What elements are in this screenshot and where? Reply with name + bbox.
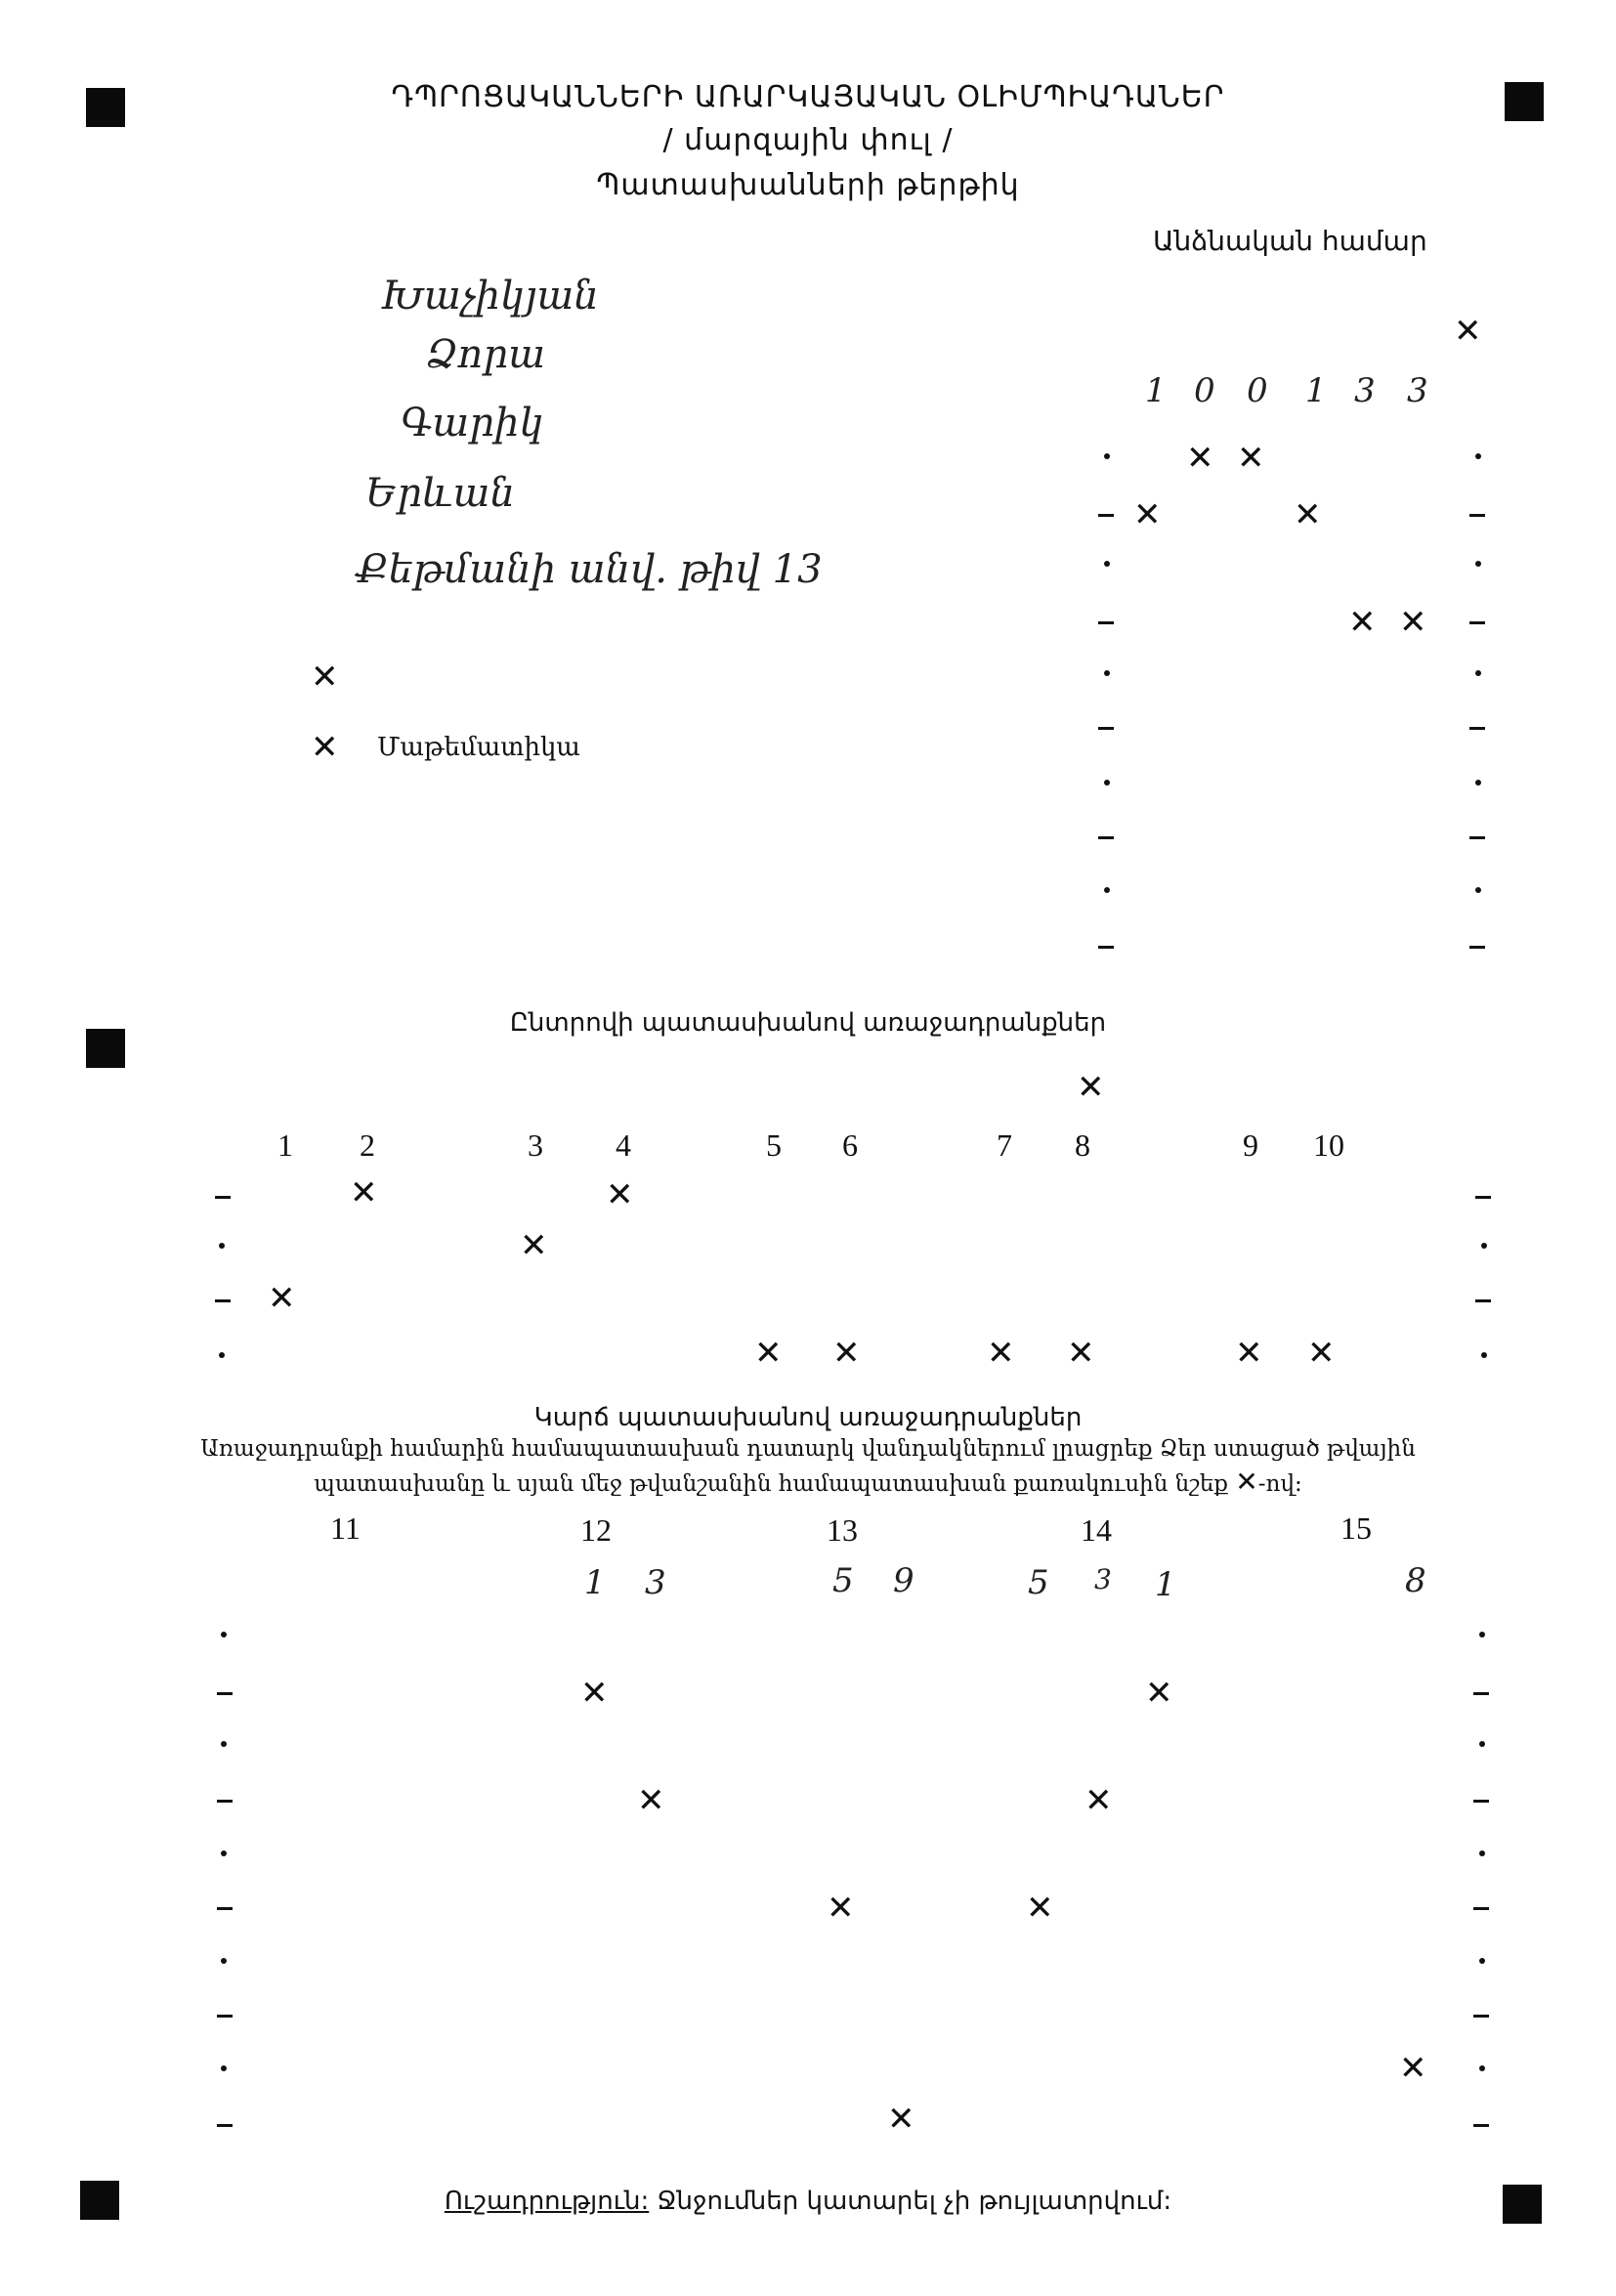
subject-label: Մաթեմատիկա bbox=[377, 733, 580, 762]
choice-section-title: Ընտրովի պատասխանով առաջադրանքներ bbox=[509, 1008, 1107, 1038]
footer-attention-label: Ուշադրություն: bbox=[444, 2187, 650, 2216]
row-dot bbox=[1479, 2065, 1485, 2071]
row-dot bbox=[1104, 780, 1110, 786]
row-dash bbox=[1475, 1299, 1491, 1302]
row-dot bbox=[1479, 1741, 1485, 1747]
choice-number-3: 3 bbox=[528, 1127, 543, 1163]
short-answer-mark: ✕ bbox=[827, 1889, 855, 1928]
personal-number-label: Անձնական համար bbox=[1153, 225, 1427, 257]
olympiad-title: ԴՊՐՈՑԱԿԱՆՆԵՐԻ ԱՌԱՐԿԱՅԱԿԱՆ ՕԼԻՄՊԻԱԴԱՆԵՐ bbox=[391, 80, 1225, 114]
personal-digit-5: 3 bbox=[1354, 371, 1376, 410]
row-dash bbox=[215, 1196, 231, 1199]
personal-number-mark: ✕ bbox=[1348, 603, 1377, 642]
row-dash bbox=[217, 2015, 233, 2018]
row-dash bbox=[217, 1692, 233, 1695]
instruction-line-2-text: պատասխանը և սյան մեջ թվանշանին համապատասխան քառակուսին նշեք bbox=[314, 1471, 1228, 1497]
choice-answer-mark: ✕ bbox=[1235, 1334, 1263, 1373]
row-dot bbox=[1475, 887, 1481, 893]
choice-number-2: 2 bbox=[360, 1127, 375, 1163]
row-dash bbox=[1473, 1907, 1489, 1910]
short-section-title: Կարճ պատասխանով առաջադրանքներ bbox=[533, 1403, 1083, 1432]
row-dash bbox=[1098, 836, 1114, 839]
handwritten-school: Քեթմանի անվ. թիվ 13 bbox=[356, 547, 823, 592]
short-number-15: 15 bbox=[1340, 1510, 1372, 1546]
choice-answer-mark: ✕ bbox=[832, 1334, 861, 1373]
instruction-cross-icon: ✕ bbox=[1235, 1466, 1258, 1498]
handwritten-name: Ձորա bbox=[426, 332, 546, 377]
personal-digit-1: 1 bbox=[1145, 371, 1167, 410]
choice-number-4: 4 bbox=[616, 1127, 631, 1163]
row-dash bbox=[217, 1907, 233, 1910]
row-dash bbox=[1098, 727, 1114, 730]
instruction-line-2-suffix: -ով: bbox=[1257, 1471, 1302, 1497]
row-dot bbox=[1475, 453, 1481, 459]
short-answer-mark: ✕ bbox=[637, 1781, 665, 1820]
row-dash bbox=[1475, 1196, 1491, 1199]
short-number-12: 12 bbox=[580, 1512, 612, 1548]
row-dash bbox=[215, 1299, 231, 1302]
choice-number-10: 10 bbox=[1313, 1127, 1344, 1163]
answer-13-digit-1: 5 bbox=[832, 1561, 854, 1600]
row-dot bbox=[1475, 780, 1481, 786]
row-dash bbox=[1469, 727, 1485, 730]
row-dot bbox=[219, 1352, 225, 1358]
row-dot bbox=[221, 1741, 227, 1747]
personal-digit-3: 0 bbox=[1247, 371, 1268, 410]
row-dot bbox=[1475, 670, 1481, 676]
row-dash bbox=[1098, 621, 1114, 624]
short-number-11: 11 bbox=[330, 1510, 361, 1546]
choice-number-9: 9 bbox=[1243, 1127, 1258, 1163]
answer-13-digit-2: 9 bbox=[893, 1561, 914, 1600]
stage-subtitle: / մարզային փուլ / bbox=[662, 123, 954, 157]
personal-number-mark: ✕ bbox=[1133, 495, 1162, 534]
row-dash bbox=[1469, 621, 1485, 624]
row-dot bbox=[1104, 887, 1110, 893]
handwritten-city: Երևան bbox=[365, 471, 515, 516]
choice-answer-mark: ✕ bbox=[1307, 1334, 1336, 1373]
personal-number-mark: ✕ bbox=[1294, 495, 1322, 534]
personal-digit-2: 0 bbox=[1194, 371, 1215, 410]
row-dot bbox=[1479, 1958, 1485, 1964]
row-dash bbox=[1473, 1800, 1489, 1803]
row-dot bbox=[1104, 453, 1110, 459]
choice-number-5: 5 bbox=[766, 1127, 782, 1163]
personal-number-mark: ✕ bbox=[1186, 439, 1214, 478]
row-dash bbox=[1469, 514, 1485, 517]
short-answer-mark: ✕ bbox=[1026, 1889, 1054, 1928]
row-dot bbox=[1481, 1352, 1487, 1358]
handwritten-surname: Խաչիկյան bbox=[381, 274, 599, 319]
subject-cross-mark: ✕ bbox=[311, 728, 339, 767]
short-answer-mark: ✕ bbox=[1145, 1674, 1173, 1713]
answer-15-digit-1: 8 bbox=[1405, 1561, 1426, 1600]
answer-sheet-title: Պատասխանների թերթիկ bbox=[596, 168, 1020, 202]
footer-text: Ջնջումներ կատարել չի թույլատրվում: bbox=[657, 2187, 1172, 2216]
row-dot bbox=[1479, 1632, 1485, 1637]
choice-answer-mark: ✕ bbox=[520, 1226, 548, 1265]
choice-number-1: 1 bbox=[277, 1127, 293, 1163]
choice-answer-mark: ✕ bbox=[350, 1173, 378, 1212]
cross-mark: ✕ bbox=[311, 658, 339, 697]
personal-digit-6: 3 bbox=[1407, 371, 1428, 410]
row-dash bbox=[1098, 514, 1114, 517]
answer-12-digit-1: 1 bbox=[584, 1563, 606, 1602]
choice-number-8: 8 bbox=[1075, 1127, 1090, 1163]
short-section-instruction-1: Առաջադրանքի համարին համապատասխան դատարկ վանդակներում լրացրեք Ձեր ստացած թվային bbox=[200, 1436, 1416, 1462]
choice-answer-mark: ✕ bbox=[606, 1175, 634, 1214]
row-dot bbox=[221, 2065, 227, 2071]
row-dash bbox=[1098, 946, 1114, 949]
row-dash bbox=[1473, 1692, 1489, 1695]
short-number-14: 14 bbox=[1081, 1512, 1112, 1548]
personal-number-mark: ✕ bbox=[1399, 603, 1427, 642]
row-dot bbox=[221, 1850, 227, 1856]
row-dash bbox=[217, 1800, 233, 1803]
row-dot bbox=[221, 1958, 227, 1964]
row-dash bbox=[1469, 836, 1485, 839]
row-dot bbox=[219, 1243, 225, 1249]
choice-number-7: 7 bbox=[997, 1127, 1012, 1163]
short-section-instruction-2 bbox=[0, 1466, 1616, 1498]
cross-mark-corner: ✕ bbox=[1454, 312, 1482, 351]
answer-14-digit-3: 1 bbox=[1155, 1565, 1176, 1604]
handwritten-father-name: Գարիկ bbox=[401, 401, 544, 446]
short-answer-mark: ✕ bbox=[887, 2100, 915, 2139]
choice-number-6: 6 bbox=[842, 1127, 858, 1163]
row-dot bbox=[1479, 1850, 1485, 1856]
row-dot bbox=[1481, 1243, 1487, 1249]
personal-digit-4: 1 bbox=[1305, 371, 1327, 410]
answer-14-digit-2: 3 bbox=[1094, 1563, 1112, 1595]
footer-note bbox=[0, 2187, 1616, 2216]
short-answer-mark: ✕ bbox=[580, 1674, 609, 1713]
row-dash bbox=[1473, 2015, 1489, 2018]
choice-answer-mark: ✕ bbox=[987, 1334, 1015, 1373]
row-dash bbox=[1469, 946, 1485, 949]
row-dot bbox=[1104, 670, 1110, 676]
choice-answer-mark: ✕ bbox=[268, 1279, 296, 1318]
row-dash bbox=[217, 2124, 233, 2127]
row-dot bbox=[1104, 561, 1110, 567]
row-dash bbox=[1473, 2124, 1489, 2127]
answer-14-digit-1: 5 bbox=[1028, 1563, 1049, 1602]
short-answer-mark: ✕ bbox=[1084, 1781, 1113, 1820]
row-dot bbox=[1475, 561, 1481, 567]
choice-cross-above-8: ✕ bbox=[1077, 1068, 1105, 1107]
row-dot bbox=[221, 1632, 227, 1637]
answer-12-digit-2: 3 bbox=[645, 1563, 666, 1602]
choice-answer-mark: ✕ bbox=[1067, 1334, 1095, 1373]
choice-answer-mark: ✕ bbox=[754, 1334, 783, 1373]
short-answer-mark: ✕ bbox=[1399, 2049, 1427, 2088]
personal-number-mark: ✕ bbox=[1237, 439, 1265, 478]
short-number-13: 13 bbox=[827, 1512, 858, 1548]
